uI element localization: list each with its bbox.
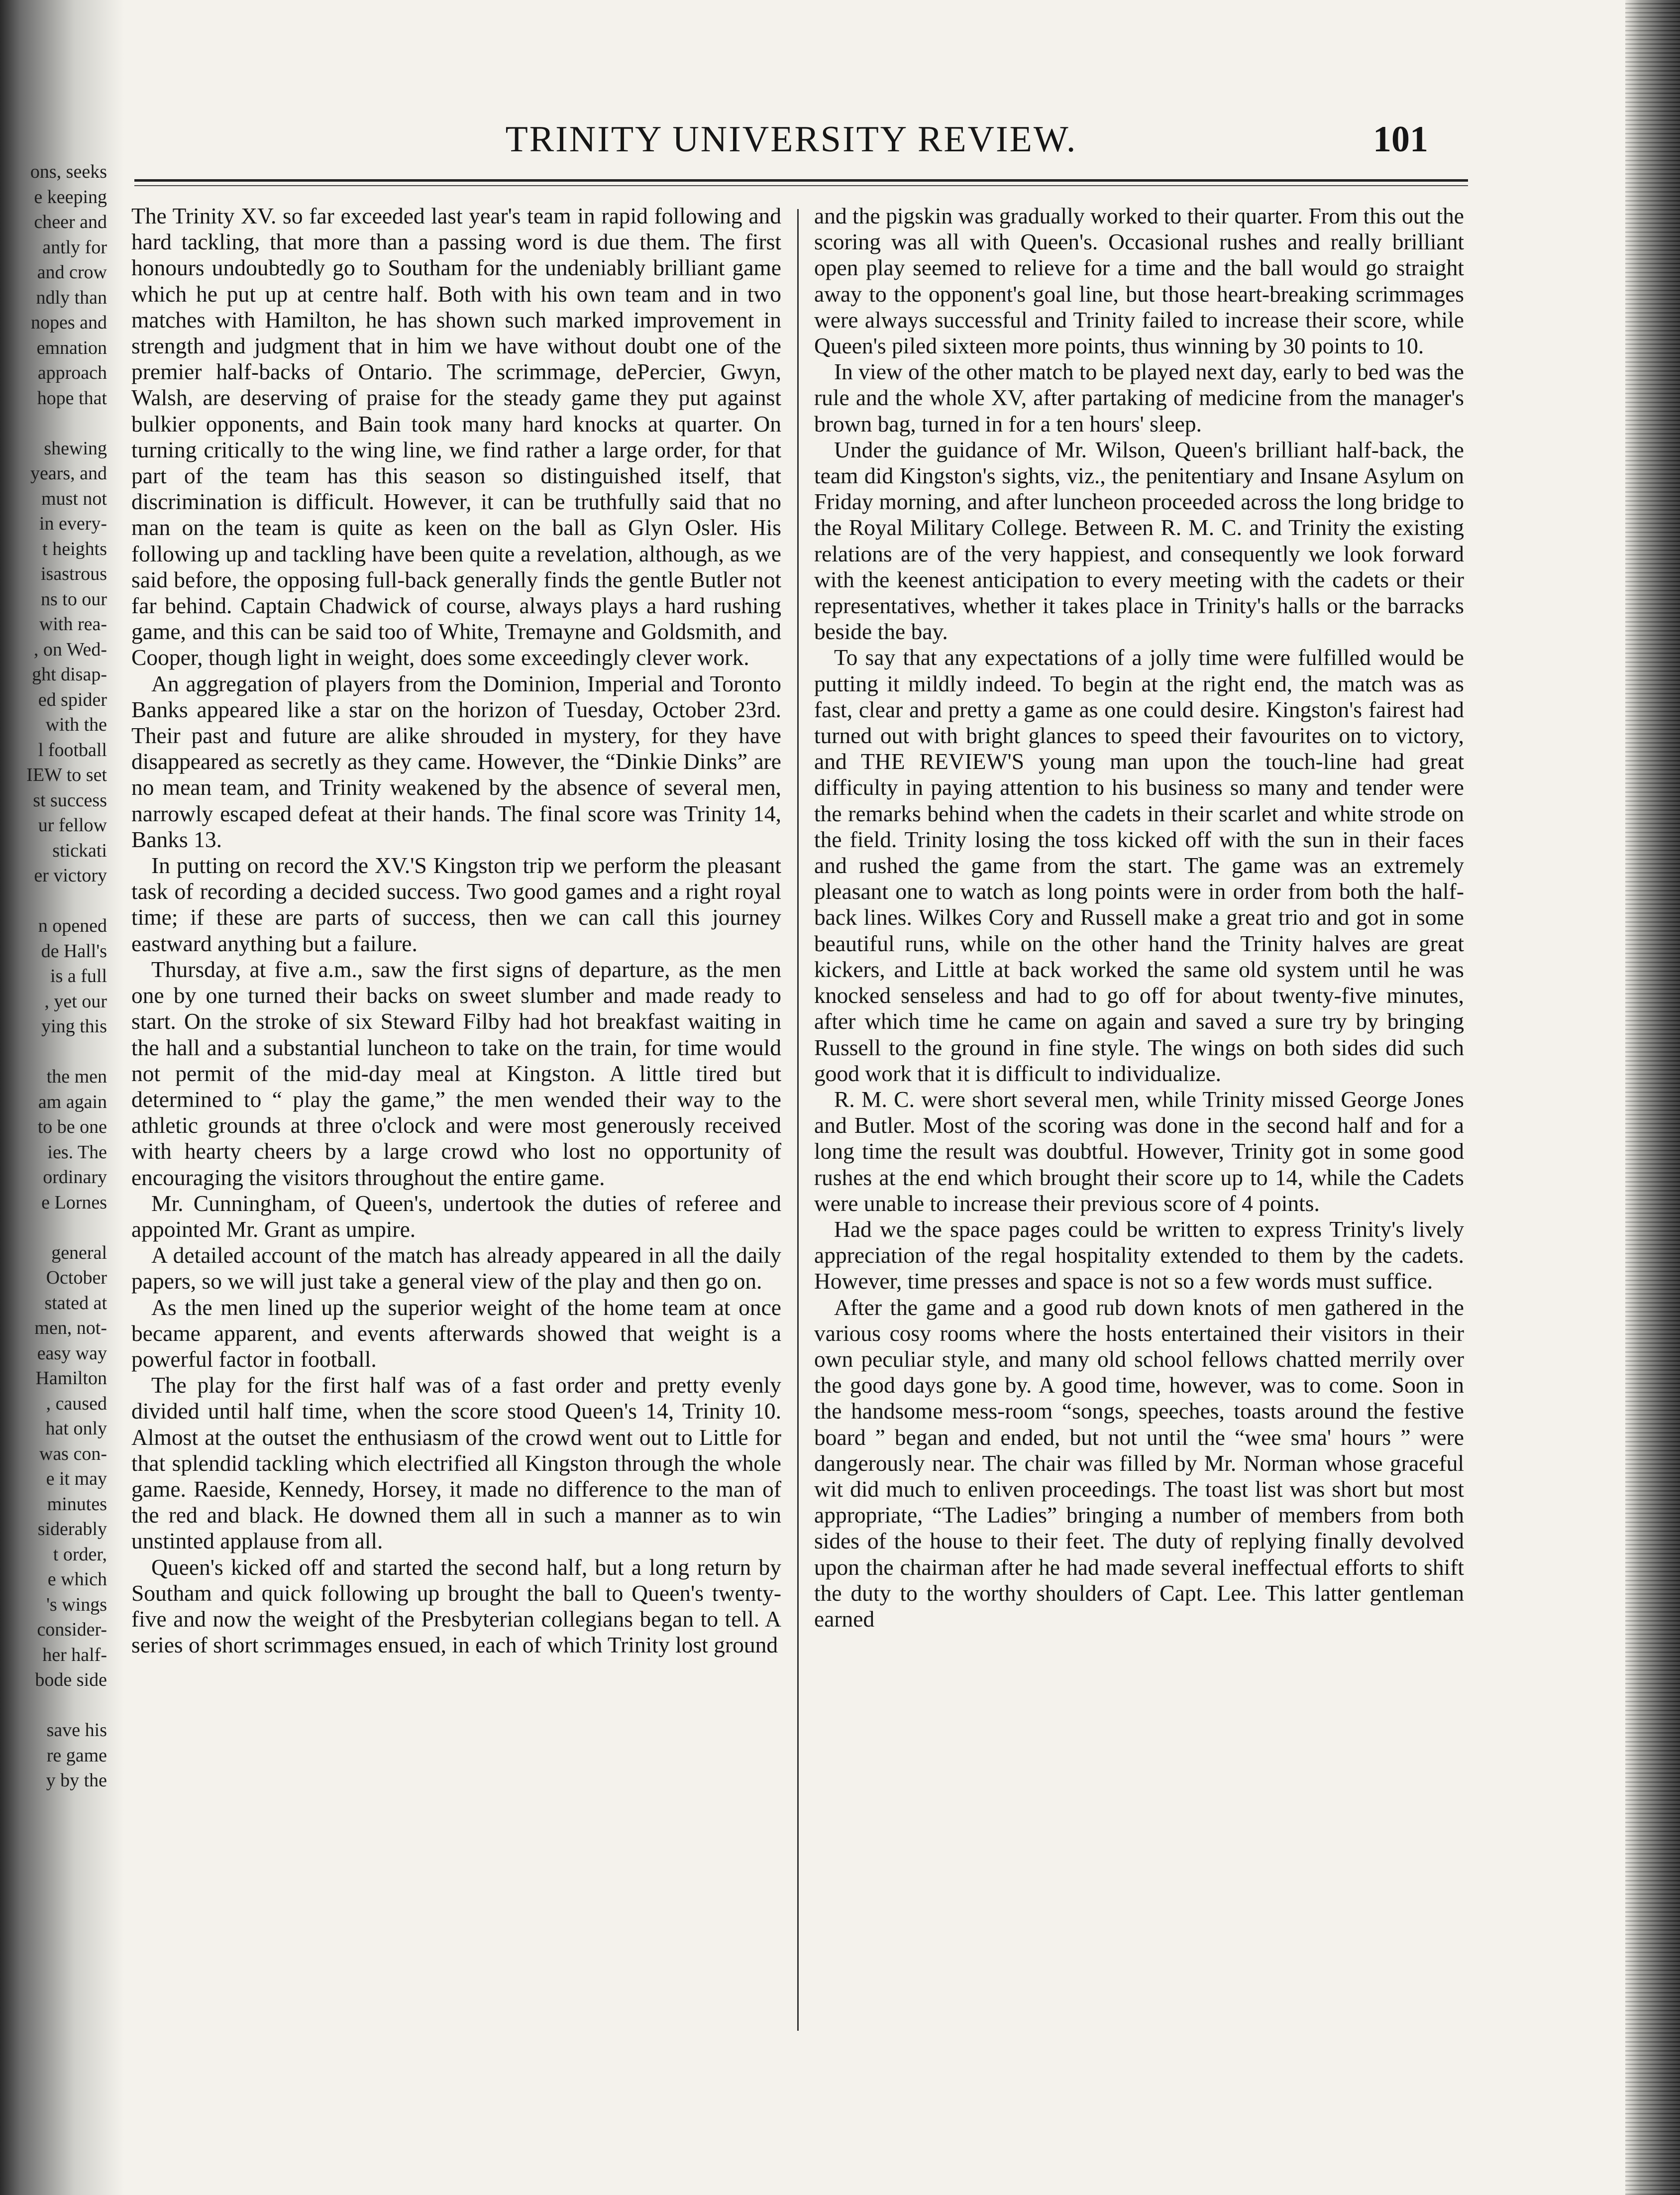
fragment-line: stickati [52,840,107,861]
fragment-line: , on Wed- [33,639,107,660]
fragment-line: easy way [37,1342,107,1364]
running-header [134,110,1448,164]
fragment-line: ndly than [36,287,107,308]
fragment-line: emnation [36,337,107,358]
fragment-line: October [46,1267,107,1288]
fragment-line: re game [46,1745,107,1766]
fragment-line: , yet our [44,990,107,1012]
fragment-line: hat only [45,1418,107,1439]
fragment-line: her half- [42,1644,107,1665]
fragment-line: approach [37,362,107,383]
paragraph: An aggregation of players from the Dominion, Imperial and Toronto Banks appeared like a star on the horizon of Tuesday, October 23rd. Their past and future are alike shrouded in mystery, for they have disappeared as secretly as they came. However, the “Dinkie Dinks” are no mean team, and Trinity weakened by the absence of several men, narrowly escaped defeat at their hands. The final score was Trinity 14, Banks 13. [131,670,781,852]
journal-title: TRINITY UNIVERSITY REVIEW. [505,119,1077,160]
fragment-line: years, and [30,463,107,484]
paragraph: The Trinity XV. so far exceeded last year's team in rapid following and hard tackling, that more than a passing word is due them. The first honours undoubtedly go to Southam for the undeniably brilliant game which he put up at centre half. Both with his own team and in two matches with Hamilton, he has shown such marked improvement in strength and judgment that in him we have without doubt one of the premier half-backs of Ontario. The scrimmage, dePercier, Gwyn, Walsh, are deserving of praise for the steady game they put against bulkier opponents, and Bain took many hard knocks at quarter. On turning critically to the wing line, we find rather a large order, for that part of the team has this season so distinguished itself, that discrimination is difficult. However, it can be truthfully said that no man on the team is quite as keen on the ball as Glyn Osler. His following up and tackling have been quite a revelation, although, as we said before, the opposing full-back generally finds the gentle Butler not far behind. Captain Chadwick of course, always plays a hard rushing game, and this can be said too of White, Tremayne and Goldsmith, and Cooper, though light in weight, does some exceedingly clever work. [131,203,781,670]
fragment-line: general [51,1242,107,1263]
fragment-line [0,1215,107,1240]
fragment-line: e Lornes [41,1192,107,1213]
fragment-line: t order, [53,1543,107,1565]
paragraph: Had we the space pages could be written to express Trinity's lively appreciation of the regal hospitality extended to them by the cadets. However, time presses and space is not so a few words must suffice. [814,1216,1464,1294]
fragment-line: st success [33,789,107,811]
fragment-line: was con- [39,1443,107,1464]
fragment-line: is a full [50,966,107,987]
paragraph: and the pigskin was gradually worked to their quarter. From this out the scoring was all with Queen's. Occasional rushes and really brilliant open play seemed to relieve for a time and the ball would go straight away to the opponent's goal line, but those heart-breaking scrimmages were always successful and Trinity failed to increase their score, while Queen's piled sixteen more points, thus winning by 30 points to 10. [814,203,1464,359]
fragment-line: ies. The [47,1141,107,1163]
fragment-line: stated at [44,1292,107,1314]
fragment-line: isastrous [41,563,107,584]
paragraph: After the game and a good rub down knots of men gathered in the various cosy rooms where the hosts entertained their visitors in their own peculiar style, and many old school fellows chatted merrily over the good days gone by. A good time, however, was to come. Soon in the handsome mess-room “songs, speeches, toasts around the festive board ” began and ended, but not until the “wee sma' hours ” were dangerously near. The chair was filled by Mr. Norman whose graceful wit did much to enliven proceedings. The toast list was short but most appropriate, “The Ladies” bringing a number of members from both sides of the house to their feet. The duty of replying finally devolved upon the chairman after he had made several ineffectual efforts to shift the duty to the worthy shoulders of Capt. Lee. This latter gentleman earned [814,1294,1464,1632]
fragment-line: e which [47,1569,107,1590]
fragment-line [0,411,107,436]
column-divider [797,209,799,2031]
paragraph: In putting on record the XV.'S Kingston trip we perform the pleasant task of recording a decided success. Two good games and a right royal time; if these are parts of success, then we can call this journey eastward anything but a failure. [131,853,781,956]
fragment-line: hope that [37,387,107,409]
fragment-line: n opened [38,915,107,936]
paragraph: To say that any expectations of a jolly time were fulfilled would be putting it mildly indeed. To begin at the right end, the match was as fast, clear and pretty a game as one could desire. Kingston's fairest had turned out with bright glances to speed their favourites on to victory, and THE REVIEW'S young man upon the touch-line had great difficulty in paying attention to his business so many and tender were the remarks behind when the cadets in their scarlet and white strode on the field. Trinity losing the toss kicked off with the sun in their faces and rushed the game from the start. The game was an extremely pleasant one to watch as long points were in order from both the half-back lines. Wilkes Cory and Russell make a great trio and got in some beautiful runs, while on the other hand the Trinity halves are great kickers, and Little at back worked the same old system until he was knocked senseless and had to go off for about twenty-five minutes, after which time he came on again and saved a sure try by bringing Russell to the ground in fine style. The wings on both sides did such good work that it is difficult to individualize. [814,645,1464,1086]
paragraph: A detailed account of the match has already appeared in all the daily papers, so we will just take a general view of the play and then go on. [131,1242,781,1294]
header-rule-thin [134,185,1468,186]
fragment-line: de Hall's [41,940,107,962]
fragment-line: e it may [46,1468,107,1489]
fragment-line: am again [38,1091,107,1112]
fragment-line: ordinary [43,1167,107,1188]
fragment-line: with rea- [39,614,107,635]
paragraph: Mr. Cunningham, of Queen's, undertook the duties of referee and appointed Mr. Grant as umpire. [131,1190,781,1242]
fragment-line: in every- [39,513,107,534]
header-rule [134,179,1468,182]
fragment-line [0,1693,107,1718]
fragment-line: t heights [42,538,107,559]
fragment-line: shewing [44,438,107,459]
right-column [814,203,1464,1632]
fragment-line: antly for [42,236,107,258]
fragment-line [0,1039,107,1065]
fragment-line: bode side [35,1669,107,1690]
paragraph: In view of the other match to be played next day, early to bed was the rule and the whole XV, after partaking of medicine from the manager's brown bag, turned in for a ten hours' sleep. [814,359,1464,437]
fragment-line: ur fellow [38,815,107,836]
fragment-line: cheer and [34,212,107,232]
fragment-line: , caused [46,1393,107,1414]
paragraph: Thursday, at five a.m., saw the first signs of departure, as the men one by one turned their backs on sweet slumber and made ready to start. On the stroke of six Steward Filby had hot breakfast waiting in the hall and a substantial luncheon to take on the train, for time would not permit of the mid-day meal at Kingston. A little tired but determined to “ play the game,” the men wended their way to the athletic grounds at three o'clock and were most generously received with hearty cheers by a large crowd who lost no opportunity of encouraging the visitors throughout the entire game. [131,956,781,1190]
fragment-line: with the [45,714,107,735]
fragment-line: ght disap- [32,664,107,685]
fragment-line: save his [46,1720,107,1741]
fragment-line: ed spider [38,689,107,710]
fragment-line: ons, seeks [30,161,107,182]
fragment-line: er victory [34,865,107,886]
fragment-line: IEW to set [26,765,107,785]
paragraph: Queen's kicked off and started the second half, but a long return by Southam and quick following up brought the ball to Queen's twenty-five and now the weight of the Presbyterian collegians began to tell. A series of short scrimmages ensued, in each of which Trinity lost ground [131,1554,781,1658]
page-edge [1625,0,1680,2195]
fragment-line: must not [41,488,107,509]
fragment-line: Hamilton [35,1368,107,1389]
fragment-line: nopes and [30,312,107,333]
paragraph: As the men lined up the superior weight of the home team at once became apparent, and events afterwards showed that weight is a powerful factor in football. [131,1294,781,1372]
fragment-line: consider- [37,1619,107,1640]
fragment-line: e keeping [34,186,107,208]
fragment-line [0,888,107,914]
fragment-line: men, not- [34,1317,107,1338]
fragment-line: y by the [46,1770,107,1791]
fragment-line: siderably [37,1519,107,1539]
fragment-line: ying this [41,1016,107,1037]
left-column [131,203,781,1658]
fragment-line: minutes [47,1493,107,1515]
paragraph: Under the guidance of Mr. Wilson, Queen's brilliant half-back, the team did Kingston's sights, viz., the penitentiary and Insane Asylum on Friday morning, and after luncheon proceeded across the long bridge to the Royal Military College. Between R. M. C. and Trinity the existing relations are of the very happiest, and consequently we look forward with the keenest anticipation to every meeting with the cadets or their representatives, whether it takes place in Trinity's halls or the barracks beside the bay. [814,437,1464,645]
paragraph: The play for the first half was of a fast order and pretty evenly divided until half time, when the score stood Queen's 14, Trinity 10. Almost at the outset the enthusiasm of the crowd went out to Little for that splendid tackling which electrified all Kingston through the whole game. Raeside, Kennedy, Horsey, it made no difference to the man of the red and black. He downed them all in such a manner as to win unstinted applause from all. [131,1372,781,1554]
paragraph: R. M. C. were short several men, while Trinity missed George Jones and Butler. Most of the scoring was done in the second half and for a long time the result was doubtful. However, Trinity got in some good rushes at the end which brought their score up to 14, while the Cadets were unable to increase their previous score of 4 points. [814,1086,1464,1216]
fragment-line: l football [38,739,107,761]
page-number: 101 [1373,119,1428,160]
fragment-line: to be one [37,1116,107,1137]
fragment-line: and crow [37,262,107,283]
fragment-line: ns to our [41,588,107,610]
previous-page-fragments [0,159,107,2190]
fragment-line: the men [46,1066,107,1087]
fragment-line: 's wings [46,1594,107,1615]
